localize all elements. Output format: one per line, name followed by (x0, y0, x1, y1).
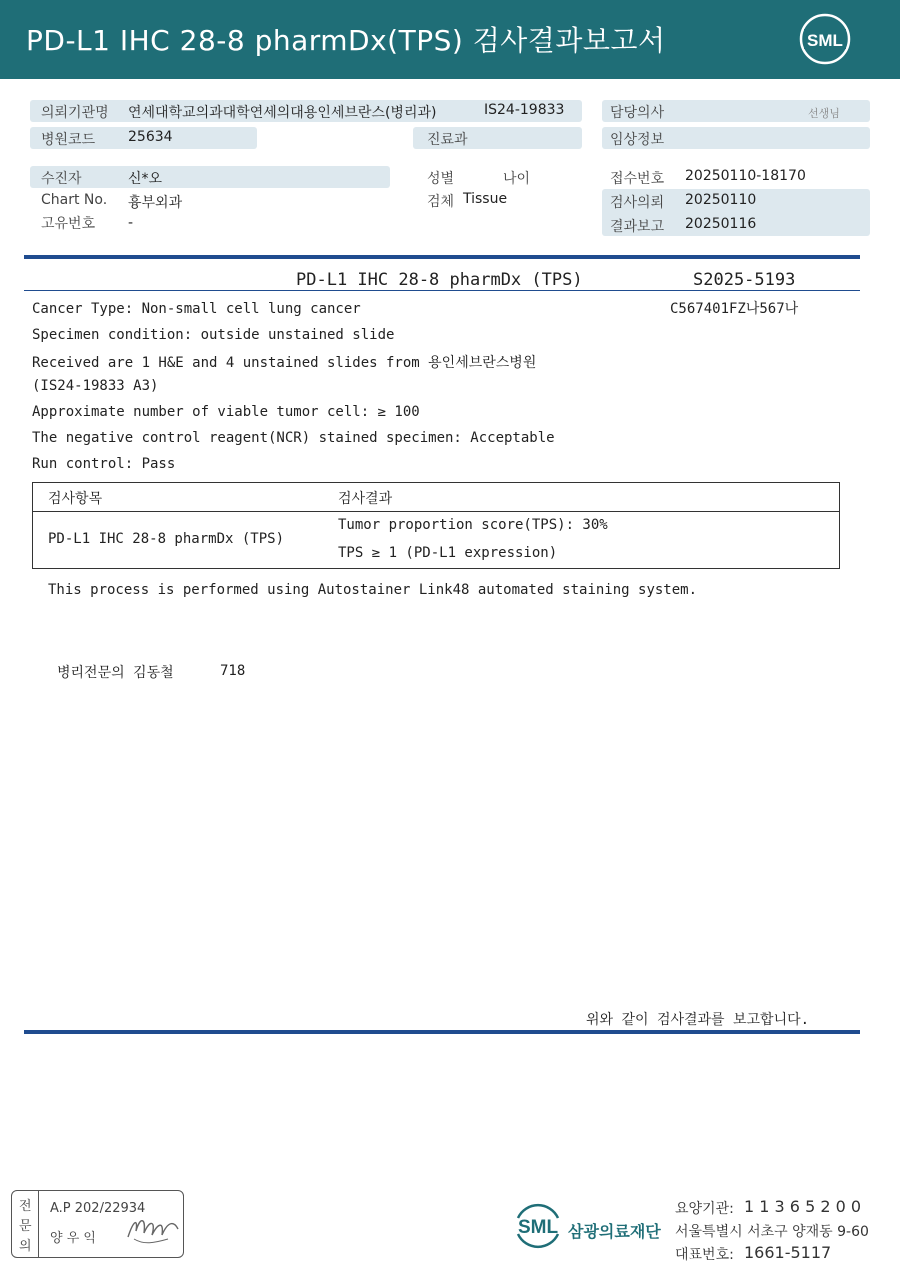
department-label: 진료과 (427, 132, 468, 148)
receipt-label: 접수번호 (610, 171, 665, 187)
code-value: 1 1 3 6 5 2 0 0 (744, 1197, 862, 1216)
signature-icon (124, 1209, 182, 1249)
doctor-suffix: 선생님 (808, 107, 840, 120)
patient-bg (30, 166, 390, 188)
clinical-label: 임상정보 (610, 132, 665, 148)
top-rule (24, 255, 860, 259)
institution-ref: IS24-19833 (484, 102, 565, 118)
stamp-id: A.P 202/22934 (50, 1201, 146, 1216)
stamp-char: 문 (19, 1219, 32, 1234)
hospital-code-value: 25634 (128, 129, 173, 145)
address: 서울특별시 서초구 양재동 9-60 (675, 1224, 869, 1240)
col-header-result: 검사결과 (338, 491, 393, 507)
report-label: 결과보고 (610, 219, 665, 235)
report-line: (IS24-19833 A3) (32, 378, 159, 394)
report-code: C567401FZ나567나 (670, 301, 799, 317)
institution-value: 연세대학교의과대학연세의대용인세브란스(병리과) (128, 105, 437, 121)
code-label: 요양기관: (675, 1201, 734, 1217)
process-note: This process is performed using Autostainer Link48 automated staining system. (48, 582, 698, 598)
report-value: 20250116 (685, 216, 757, 232)
report-line: The negative control reagent(NCR) stained specimen: Acceptable (32, 430, 555, 446)
institution-label: 의뢰기관명 (41, 105, 109, 121)
uid-label: 고유번호 (41, 216, 96, 232)
org-logo-icon (510, 1198, 566, 1254)
bottom-rule (24, 1030, 860, 1034)
patient-value: 신*오 (128, 171, 163, 187)
stamp-char: 의 (19, 1239, 32, 1254)
result-table (32, 482, 840, 569)
specimen-value: Tissue (463, 191, 508, 207)
report-line: Run control: Pass (32, 456, 176, 472)
org-logo-text: SML (517, 1217, 559, 1238)
test-result-score: Tumor proportion score(TPS): 30% (338, 517, 608, 533)
report-title: PD-L1 IHC 28-8 pharmDx (TPS) (296, 270, 583, 290)
report-line: Cancer Type: Non-small cell lung cancer (32, 301, 361, 317)
report-header (0, 0, 900, 79)
report-line: Approximate number of viable tumor cell: ≥ 100 (32, 404, 420, 420)
sex-label: 성별 (427, 171, 455, 187)
report-header-title: PD-L1 IHC 28-8 pharmDx(TPS) 검사결과보고서 (26, 24, 666, 57)
sml-logo-icon (798, 12, 852, 66)
result-table-header (33, 483, 839, 512)
report-line: Received are 1 H&E and 4 unstained slides from 용인세브란스병원 (32, 355, 537, 371)
age-label: 나이 (503, 171, 531, 187)
request-label: 검사의뢰 (610, 195, 665, 211)
doctor-label: 담당의사 (610, 105, 665, 121)
test-item: PD-L1 IHC 28-8 pharmDx (TPS) (48, 531, 285, 547)
request-value: 20250110 (685, 192, 757, 208)
phone-label: 대표번호: (675, 1247, 734, 1263)
receipt-value: 20250110-18170 (685, 168, 806, 184)
logo-text: SML (807, 31, 843, 50)
specimen-label: 검체 (427, 194, 455, 210)
patient-label: 수진자 (41, 171, 82, 187)
title-underline (24, 290, 860, 291)
report-number: S2025-5193 (693, 270, 796, 290)
chart-value: 흉부외과 (128, 195, 183, 211)
stamp-name: 양 우 익 (50, 1231, 96, 1246)
specialist-stamp (11, 1190, 184, 1258)
pathologist-name: 병리전문의 김동철 (57, 665, 174, 681)
hospital-code-label: 병원코드 (41, 132, 96, 148)
uid-value: - (128, 215, 134, 231)
stamp-char: 전 (19, 1199, 32, 1214)
pathologist-number: 718 (220, 663, 246, 679)
phone-value: 1661-5117 (744, 1243, 832, 1262)
chart-label: Chart No. (41, 192, 108, 208)
stamp-side (12, 1191, 39, 1257)
org-name: 삼광의료재단 (568, 1222, 661, 1241)
test-result-expression: TPS ≥ 1 (PD-L1 expression) (338, 545, 558, 561)
closing-statement: 위와 같이 검사결과를 보고합니다. (586, 1012, 810, 1028)
report-line: Specimen condition: outside unstained slide (32, 327, 395, 343)
col-header-item: 검사항목 (48, 491, 103, 507)
